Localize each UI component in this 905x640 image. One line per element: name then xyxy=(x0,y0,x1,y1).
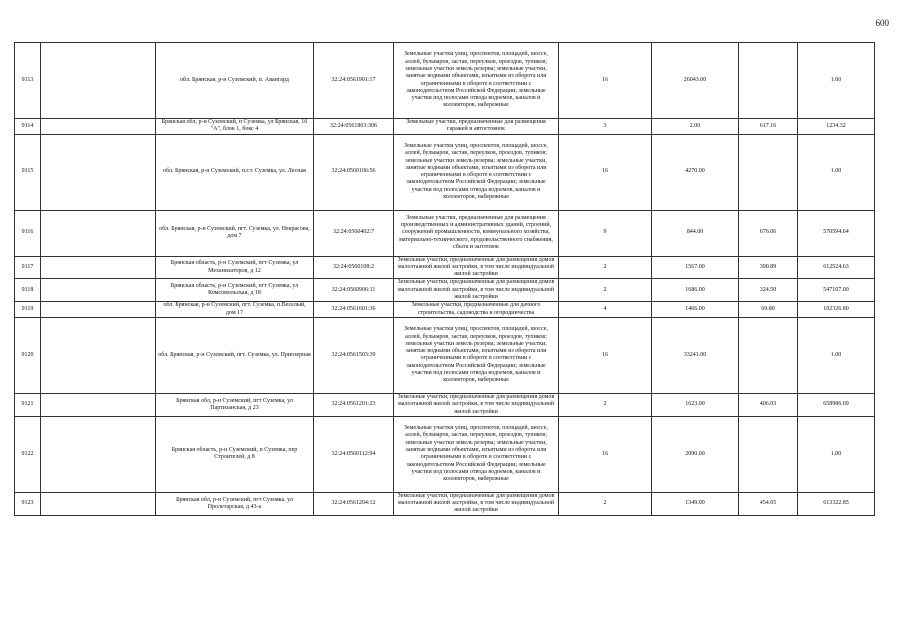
specific-value-cell xyxy=(739,134,798,210)
land-use-cell: Земельные участки, предназначенные для размещения производственных и административных зданий, строений, сооружений промышленности, коммунального хозяйства, материально-технического, продовольственного снабжения, сбыта и заготовок xyxy=(394,210,559,256)
specific-value-cell: 676.06 xyxy=(739,210,798,256)
row-number: 9113 xyxy=(15,43,41,119)
area-cell: 1686.00 xyxy=(652,279,739,302)
address-cell: Брянская обл, р-н Суземский, пгт Суземка, ул Партизанская, д 23 xyxy=(156,393,314,416)
land-use-cell: Земельные участки улиц, проспектов, площадей, шоссе, аллей, бульваров, застав, переулков, проездов, тупиков; земельные участки земель резерва; земельные участки, занятые водными объектами, изъятыми из оборота или ограниченными в обороте в соответствии с законодательством Российской Федерации; земельные участки под полосами отвода водоемов, каналов и коллекторов, набережные xyxy=(394,43,559,119)
table-row xyxy=(15,393,875,416)
spacer-cell xyxy=(41,210,156,256)
address-cell: Брянская область, р-н Суземский, пгт Суземка, ул Комсомольская, д 18 xyxy=(156,279,314,302)
row-number: 9122 xyxy=(15,416,41,492)
cadastral-number-cell: 32:24:0561601:36 xyxy=(314,302,394,318)
address-cell: Брянская обл, р-н Суземский, п Суземка, ул Брянская, 16 "А", блок 1, бокс 4 xyxy=(156,119,314,135)
cadastral-number-cell: 32:24:0560108:2 xyxy=(314,256,394,279)
spacer-cell xyxy=(41,43,156,119)
specific-value-cell: 617.16 xyxy=(739,119,798,135)
group-cell: 16 xyxy=(559,317,652,393)
address-cell: обл. Брянская, р-н Суземский, пгт. Суземка, п.Веселый, дом 17 xyxy=(156,302,314,318)
land-use-cell: Земельные участки, предназначенные для размещения домов малоэтажной жилой застройки, в том числе индивидуальной жилой застройки xyxy=(394,256,559,279)
cadastral-value-table xyxy=(14,42,875,516)
address-cell: обл. Брянская, р-н Суземский, п.г.т. Суземка, ул. Лесная xyxy=(156,134,314,210)
group-cell: 9 xyxy=(559,210,652,256)
row-number: 9123 xyxy=(15,492,41,515)
address-cell: обл. Брянская, р-н Суземский, п. Авангард xyxy=(156,43,314,119)
specific-value-cell: 406.03 xyxy=(739,393,798,416)
cadastral-value-cell: 570594.64 xyxy=(798,210,875,256)
table-row xyxy=(15,43,875,119)
land-use-cell: Земельные участки, предназначенные для размещения домов малоэтажной жилой застройки, в том числе индивидуальной жилой застройки xyxy=(394,279,559,302)
group-cell: 2 xyxy=(559,393,652,416)
group-cell: 2 xyxy=(559,279,652,302)
area-cell: 1349.00 xyxy=(652,492,739,515)
specific-value-cell xyxy=(739,317,798,393)
address-cell: Брянская область, р-н Суземский, пгт Суземка, ул Механизаторов, д 12 xyxy=(156,256,314,279)
address-cell: Брянская область, р-н Суземский, п Суземка, пер Строителей, д 8 xyxy=(156,416,314,492)
land-use-cell: Земельные участки, предназначенные для размещения домов малоэтажной жилой застройки, в том числе индивидуальной жилой застройки xyxy=(394,492,559,515)
table-row xyxy=(15,279,875,302)
address-cell: Брянская обл, р-н Суземский, пгт Суземка, ул Пролетарская, д 43-а xyxy=(156,492,314,515)
specific-value-cell xyxy=(739,416,798,492)
table-row xyxy=(15,416,875,492)
land-use-cell: Земельные участки, предназначенные для размещения домов малоэтажной жилой застройки, в том числе индивидуальной жилой застройки xyxy=(394,393,559,416)
spacer-cell xyxy=(41,492,156,515)
area-cell: 2.00 xyxy=(652,119,739,135)
table-row xyxy=(15,119,875,135)
table-row xyxy=(15,317,875,393)
spacer-cell xyxy=(41,416,156,492)
row-number: 9114 xyxy=(15,119,41,135)
specific-value-cell: 69.80 xyxy=(739,302,798,318)
cadastral-value-cell: 1.00 xyxy=(798,134,875,210)
group-cell: 2 xyxy=(559,256,652,279)
page-number: 600 xyxy=(875,18,889,28)
row-number: 9121 xyxy=(15,393,41,416)
land-use-cell: Земельные участки улиц, проспектов, площадей, шоссе, аллей, бульваров, застав, переулков, проездов, тупиков; земельные участки земель резерва; земельные участки, занятые водными объектами, изъятыми из оборота или ограниченными в обороте в соответствии с законодательством Российской Федерации; земельные участки под полосами отвода водоемов, каналов и коллекторов, набережные xyxy=(394,134,559,210)
cadastral-value-cell: 102326.80 xyxy=(798,302,875,318)
specific-value-cell: 390.89 xyxy=(739,256,798,279)
group-cell: 16 xyxy=(559,43,652,119)
cadastral-number-cell: 32:24:0561503:39 xyxy=(314,317,394,393)
area-cell: 33241.00 xyxy=(652,317,739,393)
cadastral-number-cell: 32:24:0561803:306 xyxy=(314,119,394,135)
table-row xyxy=(15,492,875,515)
area-cell: 4270.00 xyxy=(652,134,739,210)
spacer-cell xyxy=(41,134,156,210)
area-cell: 844.00 xyxy=(652,210,739,256)
spacer-cell xyxy=(41,279,156,302)
row-number: 9117 xyxy=(15,256,41,279)
spacer-cell xyxy=(41,119,156,135)
area-cell: 1623.00 xyxy=(652,393,739,416)
cadastral-value-cell: 658986.69 xyxy=(798,393,875,416)
group-cell: 16 xyxy=(559,134,652,210)
table-row xyxy=(15,256,875,279)
specific-value-cell xyxy=(739,43,798,119)
cadastral-number-cell: 32:24:0560402:7 xyxy=(314,210,394,256)
spacer-cell xyxy=(41,317,156,393)
area-cell: 2090.00 xyxy=(652,416,739,492)
cadastral-value-cell: 547107.00 xyxy=(798,279,875,302)
land-use-cell: Земельные участки, предназначенные для дачного строительства, садоводства и огородничества xyxy=(394,302,559,318)
table-row xyxy=(15,210,875,256)
cadastral-number-cell: 32:24:0560112:94 xyxy=(314,416,394,492)
land-use-cell: Земельные участки улиц, проспектов, площадей, шоссе, аллей, бульваров, застав, переулков, проездов, тупиков; земельные участки земель резерва; земельные участки, занятые водными объектами, изъятыми из оборота или ограниченными в обороте в соответствии с законодательством Российской Федерации; земельные участки под полосами отвода водоемов, каналов и коллекторов, набережные xyxy=(394,317,559,393)
group-cell: 4 xyxy=(559,302,652,318)
row-number: 9118 xyxy=(15,279,41,302)
spacer-cell xyxy=(41,256,156,279)
group-cell: 3 xyxy=(559,119,652,135)
cadastral-value-cell: 1.00 xyxy=(798,317,875,393)
cadastral-value-cell: 1.00 xyxy=(798,43,875,119)
area-cell: 1567.00 xyxy=(652,256,739,279)
row-number: 9120 xyxy=(15,317,41,393)
address-cell: обл. Брянская, р-н Суземский, пгт. Суземка, ул. Некрасова, дом 7 xyxy=(156,210,314,256)
spacer-cell xyxy=(41,302,156,318)
row-number: 9115 xyxy=(15,134,41,210)
spacer-cell xyxy=(41,393,156,416)
group-cell: 2 xyxy=(559,492,652,515)
land-use-cell: Земельные участки улиц, проспектов, площадей, шоссе, аллей, бульваров, застав, переулков, проездов, тупиков; земельные участки земель резерва; земельные участки, занятые водными объектами, изъятыми из оборота или ограниченными в обороте в соответствии с законодательством Российской Федерации; земельные участки под полосами отвода водоемов, каналов и коллекторов, набережные xyxy=(394,416,559,492)
table-row xyxy=(15,302,875,318)
group-cell: 16 xyxy=(559,416,652,492)
cadastral-number-cell: 32:24:0561201:23 xyxy=(314,393,394,416)
row-number: 9116 xyxy=(15,210,41,256)
cadastral-number-cell: 32:24:0560106:56 xyxy=(314,134,394,210)
specific-value-cell: 454.65 xyxy=(739,492,798,515)
area-cell: 26043.00 xyxy=(652,43,739,119)
cadastral-value-cell: 1234.32 xyxy=(798,119,875,135)
land-use-cell: Земельные участки, предназначенные для размещения гаражей и автостоянок xyxy=(394,119,559,135)
specific-value-cell: 324.50 xyxy=(739,279,798,302)
cadastral-value-cell: 612524.63 xyxy=(798,256,875,279)
cadastral-number-cell: 32:24:0561901:17 xyxy=(314,43,394,119)
table-row xyxy=(15,134,875,210)
cadastral-number-cell: 32:24:0561204:12 xyxy=(314,492,394,515)
cadastral-value-cell: 613322.85 xyxy=(798,492,875,515)
cadastral-value-cell: 1.00 xyxy=(798,416,875,492)
address-cell: обл. Брянская, р-н Суземский, пгт. Суземка, ул. Приозерная xyxy=(156,317,314,393)
cadastral-number-cell: 32:24:0560906:11 xyxy=(314,279,394,302)
row-number: 9119 xyxy=(15,302,41,318)
area-cell: 1466.00 xyxy=(652,302,739,318)
